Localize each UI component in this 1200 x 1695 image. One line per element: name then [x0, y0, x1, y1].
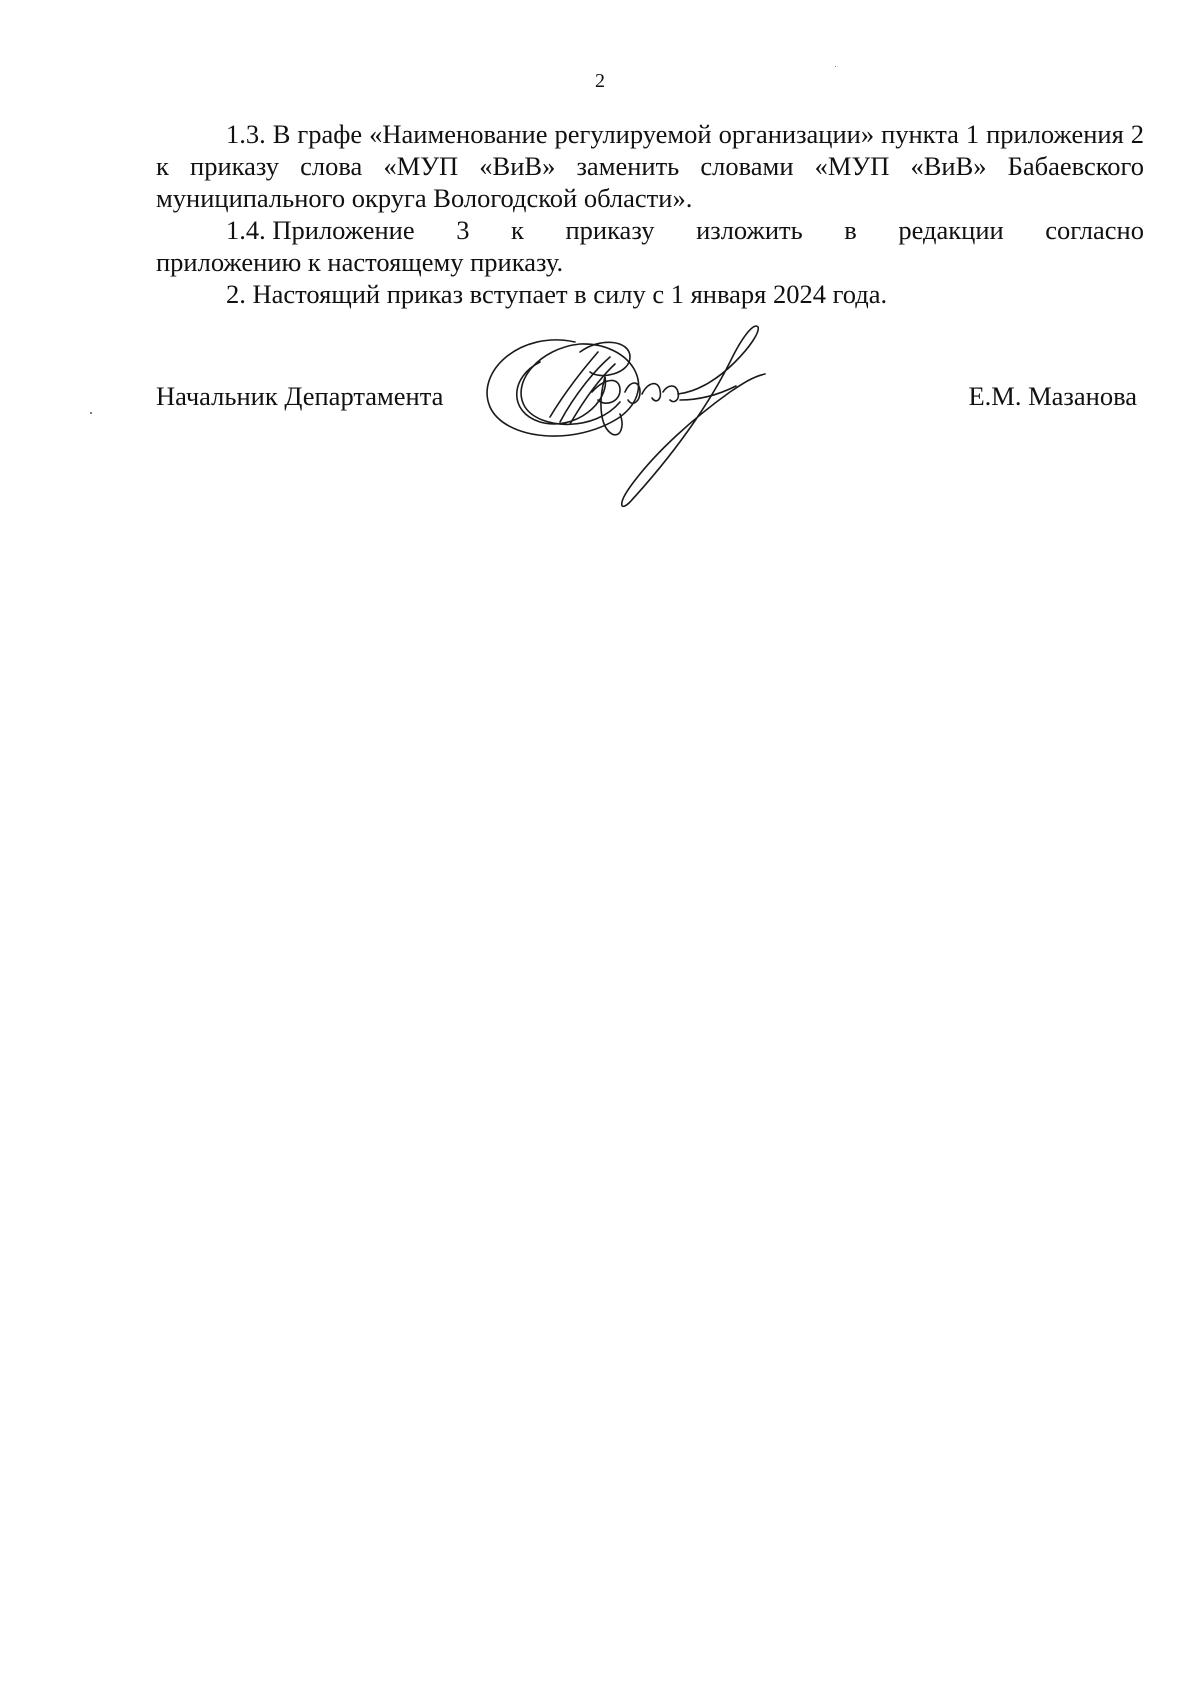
- page-number: 2: [595, 70, 605, 92]
- handwritten-signature: [480, 322, 840, 512]
- p14-word: к: [511, 215, 524, 245]
- signatory-position: Начальник Департамента: [156, 381, 444, 411]
- p14-word: редакции: [898, 215, 1004, 245]
- paragraph-1-4-line-2: приложению к настоящему приказу.: [156, 247, 564, 277]
- p14-word: 1.4. Приложение: [226, 215, 415, 245]
- paragraph-2: 2. Настоящий приказ вступает в силу с 1 января 2024 года.: [226, 279, 888, 309]
- scan-speck: [90, 412, 92, 414]
- paragraph-1-3: 1.3. В графе «Наименование регулируемой организации» пункта 1 приложения 2 к приказу слова «МУП «ВиВ» заменить словами «МУП «ВиВ» Бабаевского муниципального округа Вологодской области».: [156, 119, 1144, 213]
- p14-word: согласно: [1045, 215, 1144, 245]
- p14-word: изложить: [696, 215, 803, 245]
- p14-word: в: [844, 215, 857, 245]
- paragraph-1-4-line-1: [156, 214, 1144, 246]
- p14-word: приказу: [565, 215, 655, 245]
- scan-speck: [835, 66, 836, 67]
- paragraph-1-4: [156, 214, 1144, 278]
- document-body: [156, 118, 1144, 310]
- p14-word: 3: [456, 215, 470, 245]
- signatory-name: Е.М. Мазанова: [968, 381, 1137, 411]
